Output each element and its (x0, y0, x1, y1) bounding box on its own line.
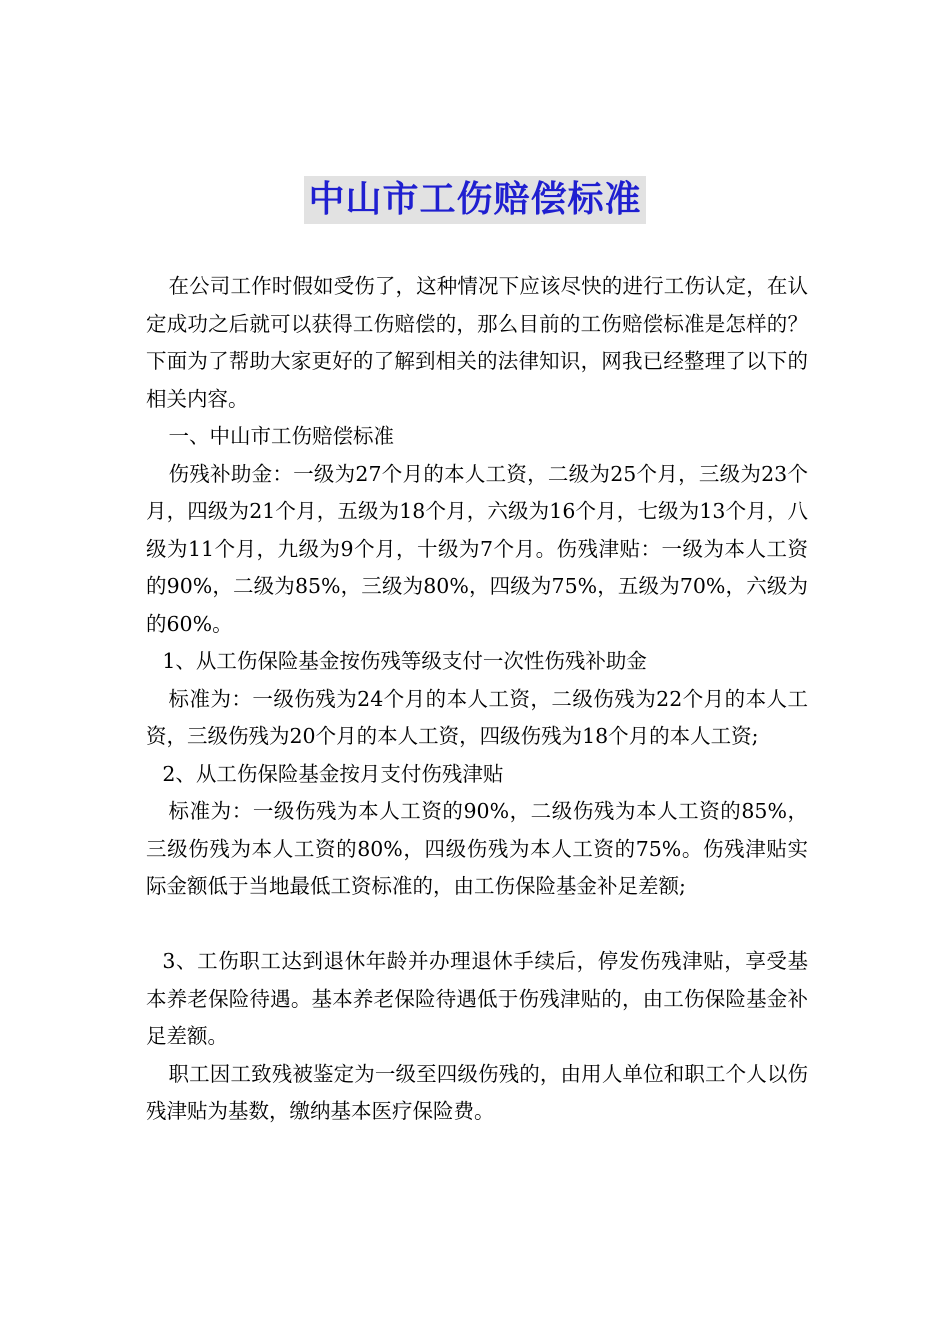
closing-paragraph: 职工因工致残被鉴定为一级至四级伤残的，由用人单位和职工个人以伤残津贴为基数，缴纳基本医疗保险费。 (146, 1061, 808, 1123)
item-paragraph-1: 标准为：一级伤残为24个月的本人工资，二级伤残为22个月的本人工资，三级伤残为20个月的本人工资，四级伤残为18个月的本人工资; (146, 686, 808, 748)
disability-subsidy-paragraph: 伤残补助金：一级为27个月的本人工资，二级为25个月，三级为23个月，四级为21个月，五级为18个月，六级为16个月，七级为13个月，八级为11个月，九级为9个月，十级为7个月。伤残津贴：一级为本人工资的90%，二级为85%，三级为80%，四级为75%，五级为70%，六级为的60%。 (146, 461, 808, 636)
item-heading-2: 2、从工伤保险基金按月支付伤残津贴 (162, 761, 504, 786)
title-container (0, 176, 950, 224)
item-heading-1: 1、从工伤保险基金按伤残等级支付一次性伤残补助金 (162, 649, 647, 673)
blank-line (146, 906, 808, 944)
document-title: 中山市工伤赔偿标准 (304, 176, 645, 224)
document-body (146, 268, 808, 1131)
intro-paragraph: 在公司工作时假如受伤了，这种情况下应该尽快的进行工伤认定，在认定成功之后就可以获得工伤赔偿的，那么目前的工伤赔偿标准是怎样的？下面为了帮助大家更好的了解到相关的法律知识，网我已经整理了以下的相关内容。 (146, 274, 808, 411)
item-paragraph-3: 3、工伤职工达到退休年龄并办理退休手续后，停发伤残津贴，享受基本养老保险待遇。基本养老保险待遇低于伤残津贴的，由工伤保险基金补足差额。 (146, 949, 808, 1048)
section-heading: 一、中山市工伤赔偿标准 (168, 424, 395, 448)
item-paragraph-2: 标准为：一级伤残为本人工资的90%，二级伤残为本人工资的85%，三级伤残为本人工资的80%，四级伤残为本人工资的75%。伤残津贴实际金额低于当地最低工资标准的，由工伤保险基金补足差额; (146, 799, 808, 898)
